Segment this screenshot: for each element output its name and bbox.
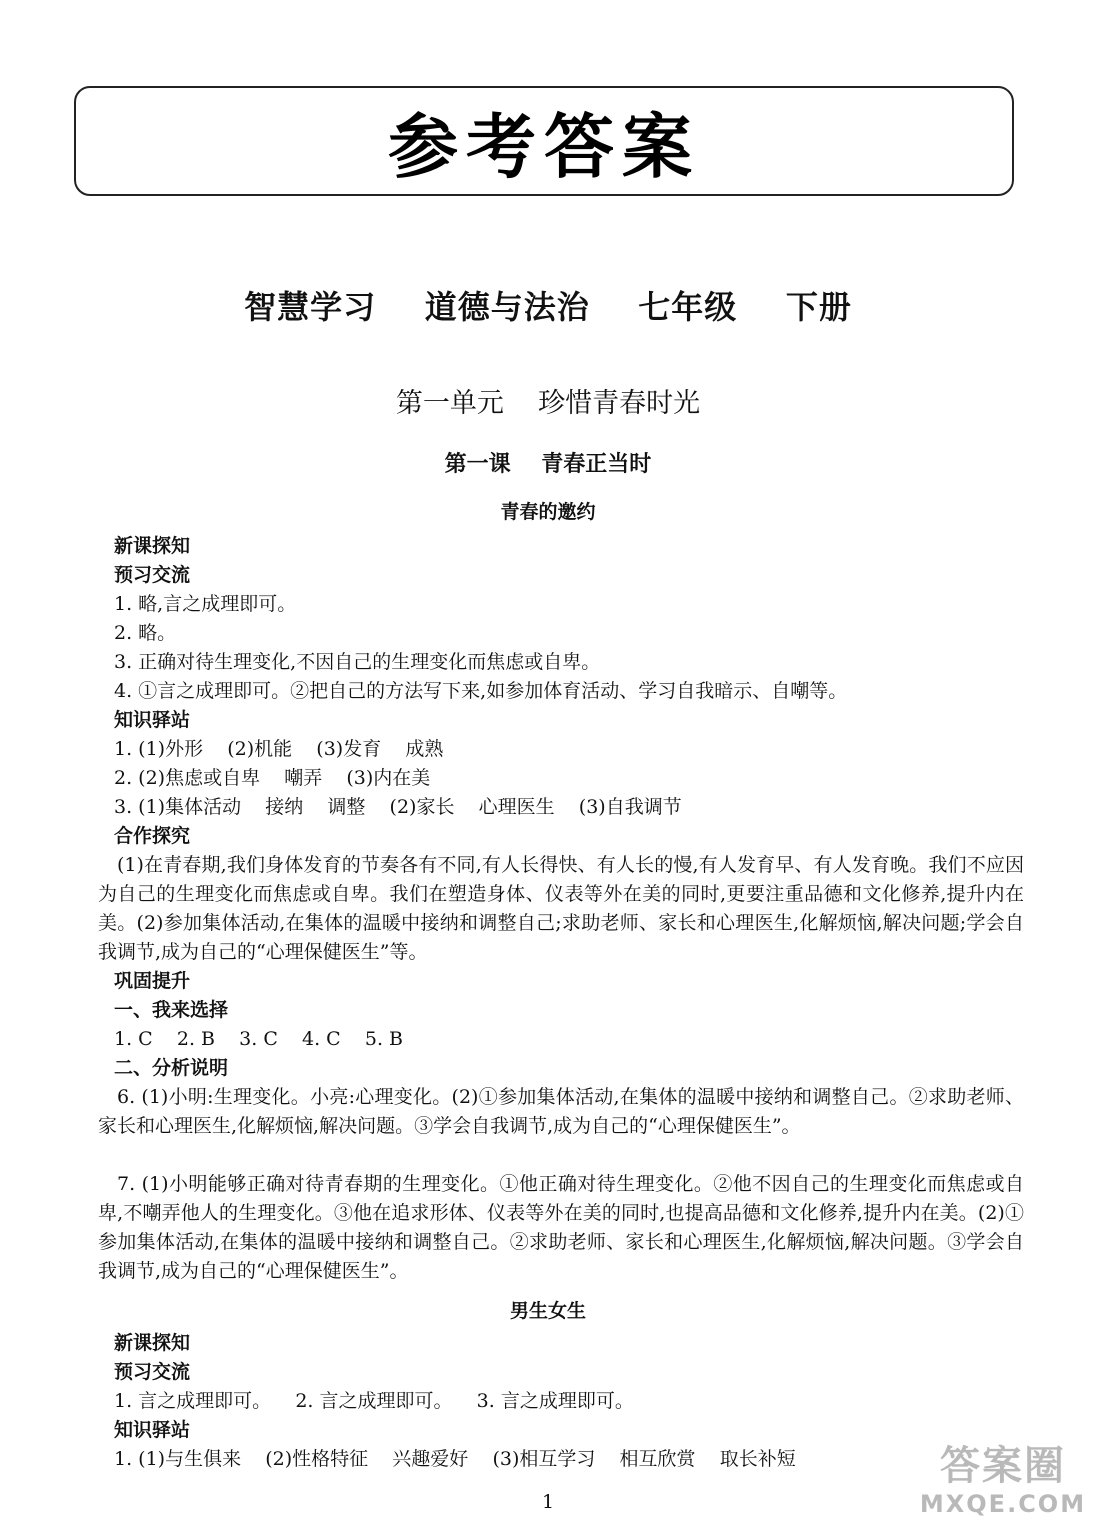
- answer-line: 1. 略,言之成理即可。: [114, 593, 297, 615]
- section2-lines: [114, 1329, 1026, 1474]
- heading-line: 预习交流: [114, 564, 191, 586]
- answer-line: 1. (1)与生俱来 (2)性格特征 兴趣爱好 (3)相互学习 相互欣赏 取长补短: [114, 1448, 796, 1470]
- answer-line: 1. (1)外形 (2)机能 (3)发育 成熟: [114, 738, 444, 760]
- watermark-bottom: MXQE.COM: [919, 1490, 1087, 1518]
- section-title-1: 青春的邀约: [500, 501, 596, 523]
- heading-line: 新课探知: [114, 1332, 191, 1354]
- answer-line: 3. 正确对待生理变化,不因自己的生理变化而焦虑或自卑。: [114, 651, 601, 673]
- answer-line: 1. 言之成理即可。 2. 言之成理即可。 3. 言之成理即可。: [114, 1390, 634, 1412]
- answer-line: 4. ①言之成理即可。②把自己的方法写下来,如参加体育活动、学习自我暗示、自嘲等。: [114, 680, 848, 702]
- heading-line: 一、我来选择: [114, 999, 229, 1021]
- section1-lines-a: [114, 532, 1026, 851]
- section1-lines-b: [114, 967, 1026, 1083]
- watermark-top: 答案圈: [940, 1443, 1066, 1489]
- answer-line: 1. C 2. B 3. C 4. C 5. B: [114, 1028, 404, 1050]
- heading-line: 新课探知: [114, 535, 191, 557]
- answer-line: 2. 略。: [114, 622, 177, 644]
- heading-line: 预习交流: [114, 1361, 191, 1383]
- unit-title: 第一单元 珍惜青春时光: [395, 388, 701, 419]
- answer-line: 2. (2)焦虑或自卑 嘲弄 (3)内在美: [114, 767, 431, 789]
- title-banner: [74, 86, 1014, 196]
- watermark-logo: [918, 1442, 1088, 1532]
- analysis-answer-7: 7. (1)小明能够正确对待青春期的生理变化。①他正确对待生理变化。②他不因自己的生理变化而焦虑或自卑,不嘲弄他人的生理变化。③他在追求形体、仪表等外在美的同时,也提高品德和文化修养,提升内在美。(2)①参加集体活动,在集体的温暖中接纳和调整自己。②求助老师、家长和心理医生,化解烦恼,解决问题。③学会自我调节,成为自己的“心理保健医生”。: [98, 1173, 1024, 1282]
- analysis-answer-6: 6. (1)小明:生理变化。小亮:心理变化。(2)①参加集体活动,在集体的温暖中接纳和调整自己。②求助老师、家长和心理医生,化解烦恼,解决问题。③学会自我调节,成为自己的“心理保健医生”。: [98, 1086, 1024, 1137]
- banner-title: 参考答案: [388, 105, 700, 188]
- answer-line: 3. (1)集体活动 接纳 调整 (2)家长 心理医生 (3)自我调节: [114, 796, 682, 818]
- page-number: 1: [541, 1491, 555, 1513]
- heading-line: 知识驿站: [114, 1419, 191, 1441]
- heading-line: 合作探究: [114, 825, 191, 847]
- heading-line: 二、分析说明: [114, 1057, 229, 1079]
- heading-line: 巩固提升: [114, 970, 191, 992]
- heading-line: 知识驿站: [114, 709, 191, 731]
- cooperative-answer-paragraph: (1)在青春期,我们身体发育的节奏各有不同,有人长得快、有人长的慢,有人发育早、有人发育晚。我们不应因为自己的生理变化而焦虑或自卑。我们在塑造身体、仪表等外在美的同时,更要注重品德和文化修养,提升内在美。(2)参加集体活动,在集体的温暖中接纳和调整自己;求助老师、家长和心理医生,化解烦恼,解决问题;学会自我调节,成为自己的“心理保健医生”等。: [98, 854, 1024, 963]
- section-title-2: 男生女生: [509, 1300, 586, 1322]
- lesson-title: 第一课 青春正当时: [444, 452, 652, 477]
- book-title: 智慧学习 道德与法治 七年级 下册: [244, 288, 852, 326]
